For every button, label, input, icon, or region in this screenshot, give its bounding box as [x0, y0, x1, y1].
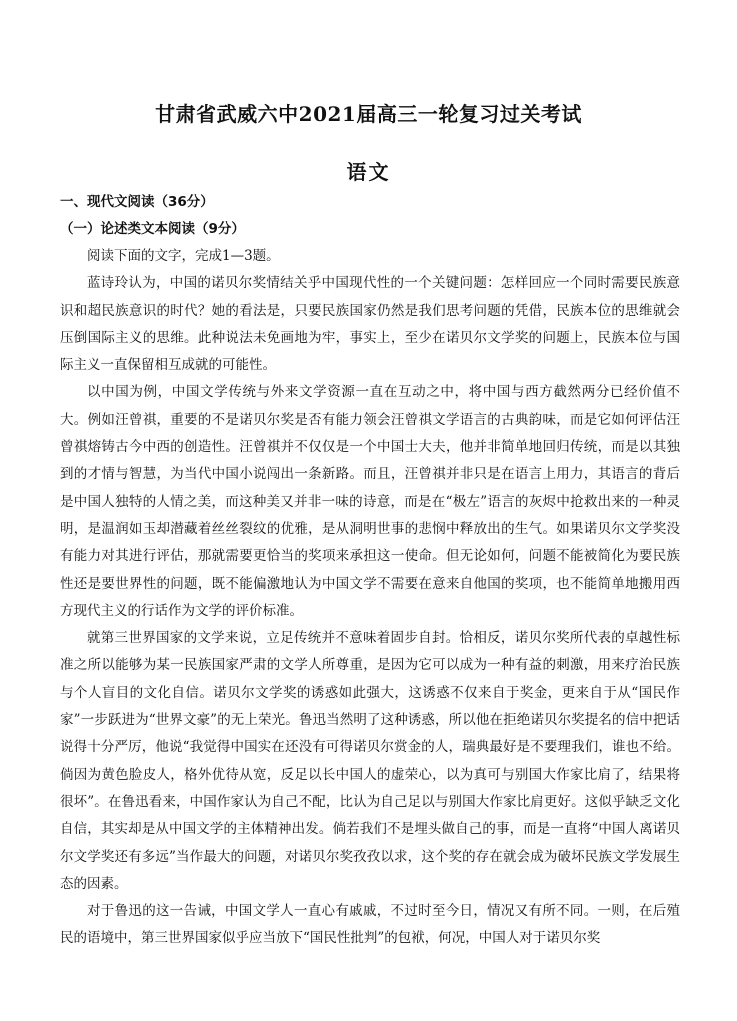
paragraph-1: 蓝诗玲认为，中国的诺贝尔奖情结关乎中国现代性的一个关键问题：怎样回应一个同时需要民族意识和超民族意识的时代？她的看法是，只要民族国家仍然是我们思考问题的凭借，民族本位的思维就会压倒国际主义的思维。此种说法未免画地为牢，事实上，至少在诺贝尔文学奖的问题上，民族本位与国际主义一直保留相互成就的可能性。: [60, 275, 680, 374]
paragraph-4: 对于鲁迅的这一告诫，中国文学人一直心有戚戚，不过时至今日，情况又有所不同。一则，在后殖民的语境中，第三世界国家似乎应当放下“国民性批判”的包袱，何况，中国人对于诺贝尔奖: [60, 903, 680, 947]
subsection-heading-1-1: （一）论述类文本阅读（9分）: [60, 221, 245, 237]
reading-passage: [60, 243, 680, 953]
subject-heading: 语文: [346, 160, 391, 184]
paragraph-2: 以中国为例，中国文学传统与外来文学资源一直在互动之中，将中国与西方截然两分已经价值不大。例如汪曾祺，重要的不是诺贝尔奖是否有能力领会汪曾祺文学语言的古典韵味，而是它如何评估汪曾祺熔铸古今中西的创造性。汪曾祺并不仅仅是一个中国士大夫，他并非简单地回归传统，而是以其独到的才情与智慧，为当代中国小说闯出一条新路。而且，汪曾祺并非只是在语言上用力，其语言的背后是中国人独特的人情之美，而这种美又并非一味的诗意，而是在“极左”语言的灰烬中抢救出来的一种灵明，是温润如玉却潜藏着丝丝裂纹的优雅，是从洞明世事的悲悯中释放出的生气。如果诺贝尔文学奖没有能力对其进行评估，那就需要更恰当的奖项来承担这一使命。但无论如何，问题不能被简化为要民族性还是要世界性的问题，既不能偏激地认为中国文学不需要在意来自他国的奖项，也不能简单地搬用西方现代主义的行话作为文学的评价标准。: [60, 384, 680, 619]
instruction-text: 阅读下面的文字，完成1—3题。: [87, 248, 280, 264]
paragraph-3: 就第三世界国家的文学来说，立足传统并不意味着固步自封。恰相反，诺贝尔奖所代表的卓越性标准之所以能够为某一民族国家严肃的文学人所尊重，是因为它可以成为一种有益的刺激，用来疗治民族与个人盲目的文化自信。诺贝尔文学奖的诱惑如此强大，这诱惑不仅来自于奖金，更来自于从“国民作家”一步跃进为“世界文豪”的无上荣光。鲁迅当然明了这种诱惑，所以他在拒绝诺贝尔奖提名的信中把话说得十分严厉，他说“我觉得中国实在还没有可得诺贝尔赏金的人，瑞典最好是不要理我们，谁也不给。倘因为黄色脸皮人，格外优待从宽，反足以长中国人的虚荣心，以为真可与别国大作家比肩了，结果将很坏”。在鲁迅看来，中国作家认为自己不配，比认为自己足以与别国大作家比肩更好。这似乎缺乏文化自信，其实却是从中国文学的主体精神出发。倘若我们不是埋头做自己的事，而是一直将“中国人离诺贝尔文学奖还有多远”当作最大的问题，对诺贝尔奖孜孜以求，这个奖的存在就会成为破坏民族文学发展生态的因素。: [60, 630, 680, 892]
section-heading-1: 一、现代文阅读（36分）: [60, 194, 214, 210]
document-title: 甘肃省武威六中2021届高三一轮复习过关考试: [155, 102, 582, 126]
